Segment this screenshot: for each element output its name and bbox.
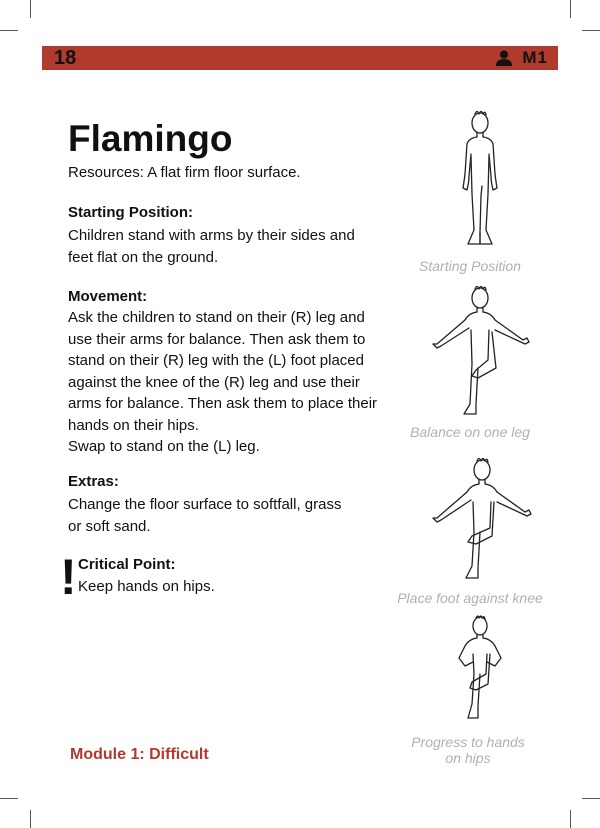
person-icon <box>496 50 512 66</box>
text-line: use their arms for balance. Then ask them to <box>68 330 366 348</box>
crop-mark <box>582 798 600 799</box>
text-line: or soft sand. <box>68 517 151 535</box>
crop-mark <box>570 0 571 18</box>
extras-text <box>68 494 403 537</box>
page-title: Flamingo <box>68 118 233 159</box>
text-line: feet flat on the ground. <box>68 248 219 266</box>
resources-text: Resources: A flat firm floor surface. <box>68 164 301 181</box>
movement-heading: Movement: <box>68 288 148 305</box>
critical-heading: Critical Point: <box>78 556 176 573</box>
text-line: stand on their (R) leg with the (L) foot placed <box>68 352 364 369</box>
movement-text <box>68 307 403 458</box>
figure-balance-one-leg <box>430 284 540 418</box>
figure-hands-on-hips <box>440 614 520 732</box>
caption-hips <box>378 734 558 766</box>
figure-foot-against-knee <box>430 456 540 586</box>
starting-text <box>68 225 403 268</box>
caption-knee: Place foot against knee <box>397 590 543 606</box>
crop-mark <box>570 810 571 828</box>
header-bar <box>42 46 558 70</box>
crop-mark <box>582 30 600 31</box>
text-line: Swap to stand on the (L) leg. <box>68 438 260 455</box>
extras-heading: Extras: <box>68 473 119 490</box>
caption-line: Progress to hands <box>411 734 525 750</box>
text-line: Ask the children to stand on their (R) leg and <box>68 309 365 326</box>
module-footer: Module 1: Difficult <box>70 746 209 763</box>
figure-starting-position <box>440 108 520 252</box>
page-number: 18 <box>54 47 77 69</box>
caption-starting: Starting Position <box>419 258 521 274</box>
text-line: hands on their hips. <box>68 416 199 434</box>
text-line: Children stand with arms by their sides and <box>68 227 355 244</box>
text-line: arms for balance. Then ask them to place their <box>68 395 378 412</box>
module-tag <box>496 48 548 68</box>
module-code: M1 <box>522 48 548 67</box>
exclamation-icon: ! <box>60 549 77 605</box>
starting-heading: Starting Position: <box>68 204 193 221</box>
crop-mark <box>0 798 18 799</box>
crop-mark <box>0 30 18 31</box>
caption-balance: Balance on one leg <box>410 424 530 440</box>
text-line: against the knee of the (R) leg and use their <box>68 373 360 391</box>
critical-text: Keep hands on hips. <box>78 578 215 595</box>
text-line: Change the floor surface to softfall, grass <box>68 496 342 513</box>
caption-line: on hips <box>445 750 491 766</box>
crop-mark <box>30 0 31 18</box>
crop-mark <box>30 810 31 828</box>
